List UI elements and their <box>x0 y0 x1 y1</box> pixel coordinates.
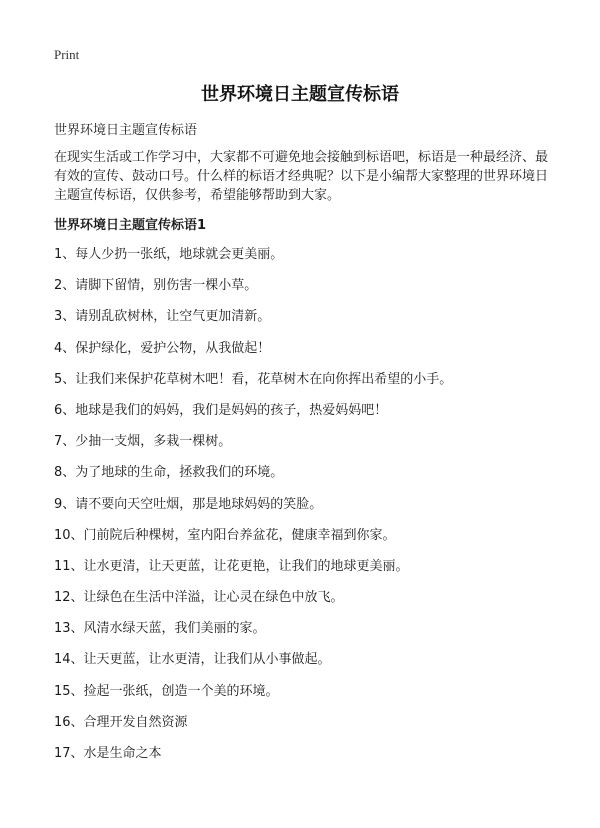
slogan-item: 8、为了地球的生命，拯救我们的环境。 <box>54 465 284 481</box>
intro-paragraph: 在现实生活或工作学习中，大家都不可避免地会接触到标语吧，标语是一种最经济、最有效的宣传、鼓动口号。什么样的标语才经典呢？以下是小编帮大家整理的世界环境日主题宣传标语，仅供参考，希望能够帮助到大家。 <box>54 150 549 203</box>
slogan-item: 17、水是生命之本 <box>54 746 162 761</box>
slogan-item: 10、门前院后种棵树，室内阳台养盆花，健康幸福到你家。 <box>54 527 396 543</box>
slogan-item: 7、少抽一支烟，多栽一棵树。 <box>54 434 232 450</box>
slogan-item: 16、合理开发自然资源 <box>54 714 188 730</box>
slogan-item: 9、请不要向天空吐烟，那是地球妈妈的笑脸。 <box>54 496 323 512</box>
slogan-item: 1、每人少扔一张纸，地球就会更美丽。 <box>54 247 284 262</box>
slogan-item: 2、请脚下留情，别伤害一棵小草。 <box>54 278 258 294</box>
document-title: 世界环境日主题宣传标语 <box>201 84 399 105</box>
slogan-item: 13、风清水绿天蓝，我们美丽的家。 <box>54 621 266 637</box>
print-link[interactable]: Print <box>54 47 80 62</box>
slogan-item: 3、请别乱砍树林，让空气更加清新。 <box>54 309 271 325</box>
slogan-item: 15、捡起一张纸，创造一个美的环境。 <box>54 683 279 699</box>
slogan-list <box>54 246 554 776</box>
slogan-item: 4、保护绿化，爱护公物，从我做起！ <box>54 340 271 356</box>
slogan-item: 14、让天更蓝，让水更清，让我们从小事做起。 <box>54 652 331 668</box>
slogan-item: 5、让我们来保护花草树木吧！看，花草树木在向你挥出希望的小手。 <box>54 371 453 387</box>
section-heading: 世界环境日主题宣传标语1 <box>54 218 207 233</box>
slogan-item: 6、地球是我们的妈妈，我们是妈妈的孩子，热爱妈妈吧！ <box>54 402 388 418</box>
slogan-item: 12、让绿色在生活中洋溢，让心灵在绿色中放飞。 <box>54 590 344 606</box>
slogan-item: 11、让水更清，让天更蓝，让花更艳，让我们的地球更美丽。 <box>54 558 409 574</box>
document-subtitle: 世界环境日主题宣传标语 <box>54 123 198 138</box>
